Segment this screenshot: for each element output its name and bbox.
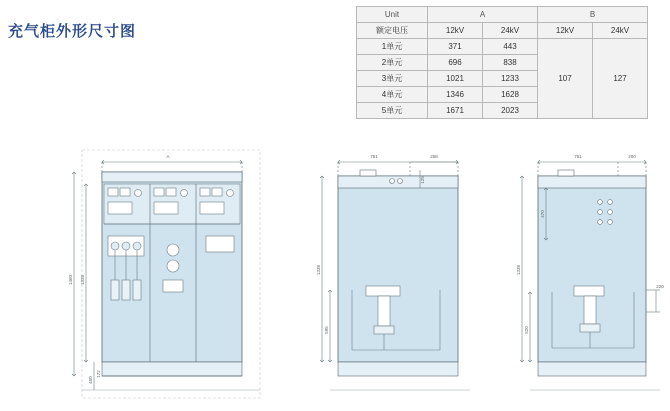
- cell-a24: 1628: [483, 87, 538, 103]
- side-view-right-drawing: [500, 140, 670, 405]
- table-header-row: [357, 7, 648, 23]
- front-view-panel: [60, 140, 270, 405]
- table-row: [357, 39, 648, 55]
- side-left-dim-right: 258: [430, 154, 438, 159]
- side-left-dim-small-top: 125: [420, 176, 425, 184]
- front-dim-width: A: [166, 154, 170, 159]
- cell-a24: 2023: [483, 103, 538, 119]
- table-subheader-row: [357, 23, 648, 39]
- front-dim-small: 172: [96, 370, 101, 378]
- side-right-dim-width: 751: [574, 154, 582, 159]
- cell-a12: 1671: [428, 103, 483, 119]
- side-left-dim-main-height: 1338: [316, 264, 321, 276]
- side-left-dim-width: 751: [370, 154, 378, 159]
- cell-unit: 1单元: [357, 39, 428, 55]
- cell-unit: 4单元: [357, 87, 428, 103]
- table-subheader-b-24kv: 24kV: [593, 23, 648, 39]
- front-dim-total-height: 1460: [68, 274, 73, 286]
- cell-a12: 371: [428, 39, 483, 55]
- side-right-dim-main-height: 1338: [516, 264, 521, 276]
- side-right-dim-upper: 470: [540, 210, 545, 218]
- cell-a12: 1346: [428, 87, 483, 103]
- front-dim-inner-height: 1338: [80, 274, 85, 286]
- front-view-drawing: [60, 140, 270, 405]
- table-subheader-a-12kv: 12kV: [428, 23, 483, 39]
- table-header-group-b: B: [538, 7, 648, 23]
- cell-a24: 443: [483, 39, 538, 55]
- cell-b24: 127: [593, 39, 648, 119]
- cell-a12: 1021: [428, 71, 483, 87]
- front-dim-base: 450: [88, 376, 93, 384]
- table-subheader-a-24kv: 24kV: [483, 23, 538, 39]
- cell-a12: 696: [428, 55, 483, 71]
- side-right-dim-small: 220: [656, 284, 664, 289]
- side-right-dim-lower-height: 520: [524, 326, 529, 334]
- table-header-unit: Unit: [357, 7, 428, 23]
- cell-unit: 2单元: [357, 55, 428, 71]
- table-header-group-a: A: [428, 7, 538, 23]
- cell-unit: 3单元: [357, 71, 428, 87]
- side-view-left-drawing: [300, 140, 480, 405]
- table-subheader-rated-voltage: 额定电压: [357, 23, 428, 39]
- page-title: 充气柜外形尺寸图: [8, 23, 137, 40]
- cell-a24: 838: [483, 55, 538, 71]
- side-left-dim-lower-height: 595: [324, 326, 329, 334]
- side-right-dim-right: 200: [628, 154, 636, 159]
- cell-a24: 1233: [483, 71, 538, 87]
- table-subheader-b-12kv: 12kV: [538, 23, 593, 39]
- dimension-table: [356, 6, 648, 119]
- cell-unit: 5单元: [357, 103, 428, 119]
- cell-b12: 107: [538, 39, 593, 119]
- side-view-left-panel: [300, 140, 480, 405]
- side-view-right-panel: [500, 140, 670, 405]
